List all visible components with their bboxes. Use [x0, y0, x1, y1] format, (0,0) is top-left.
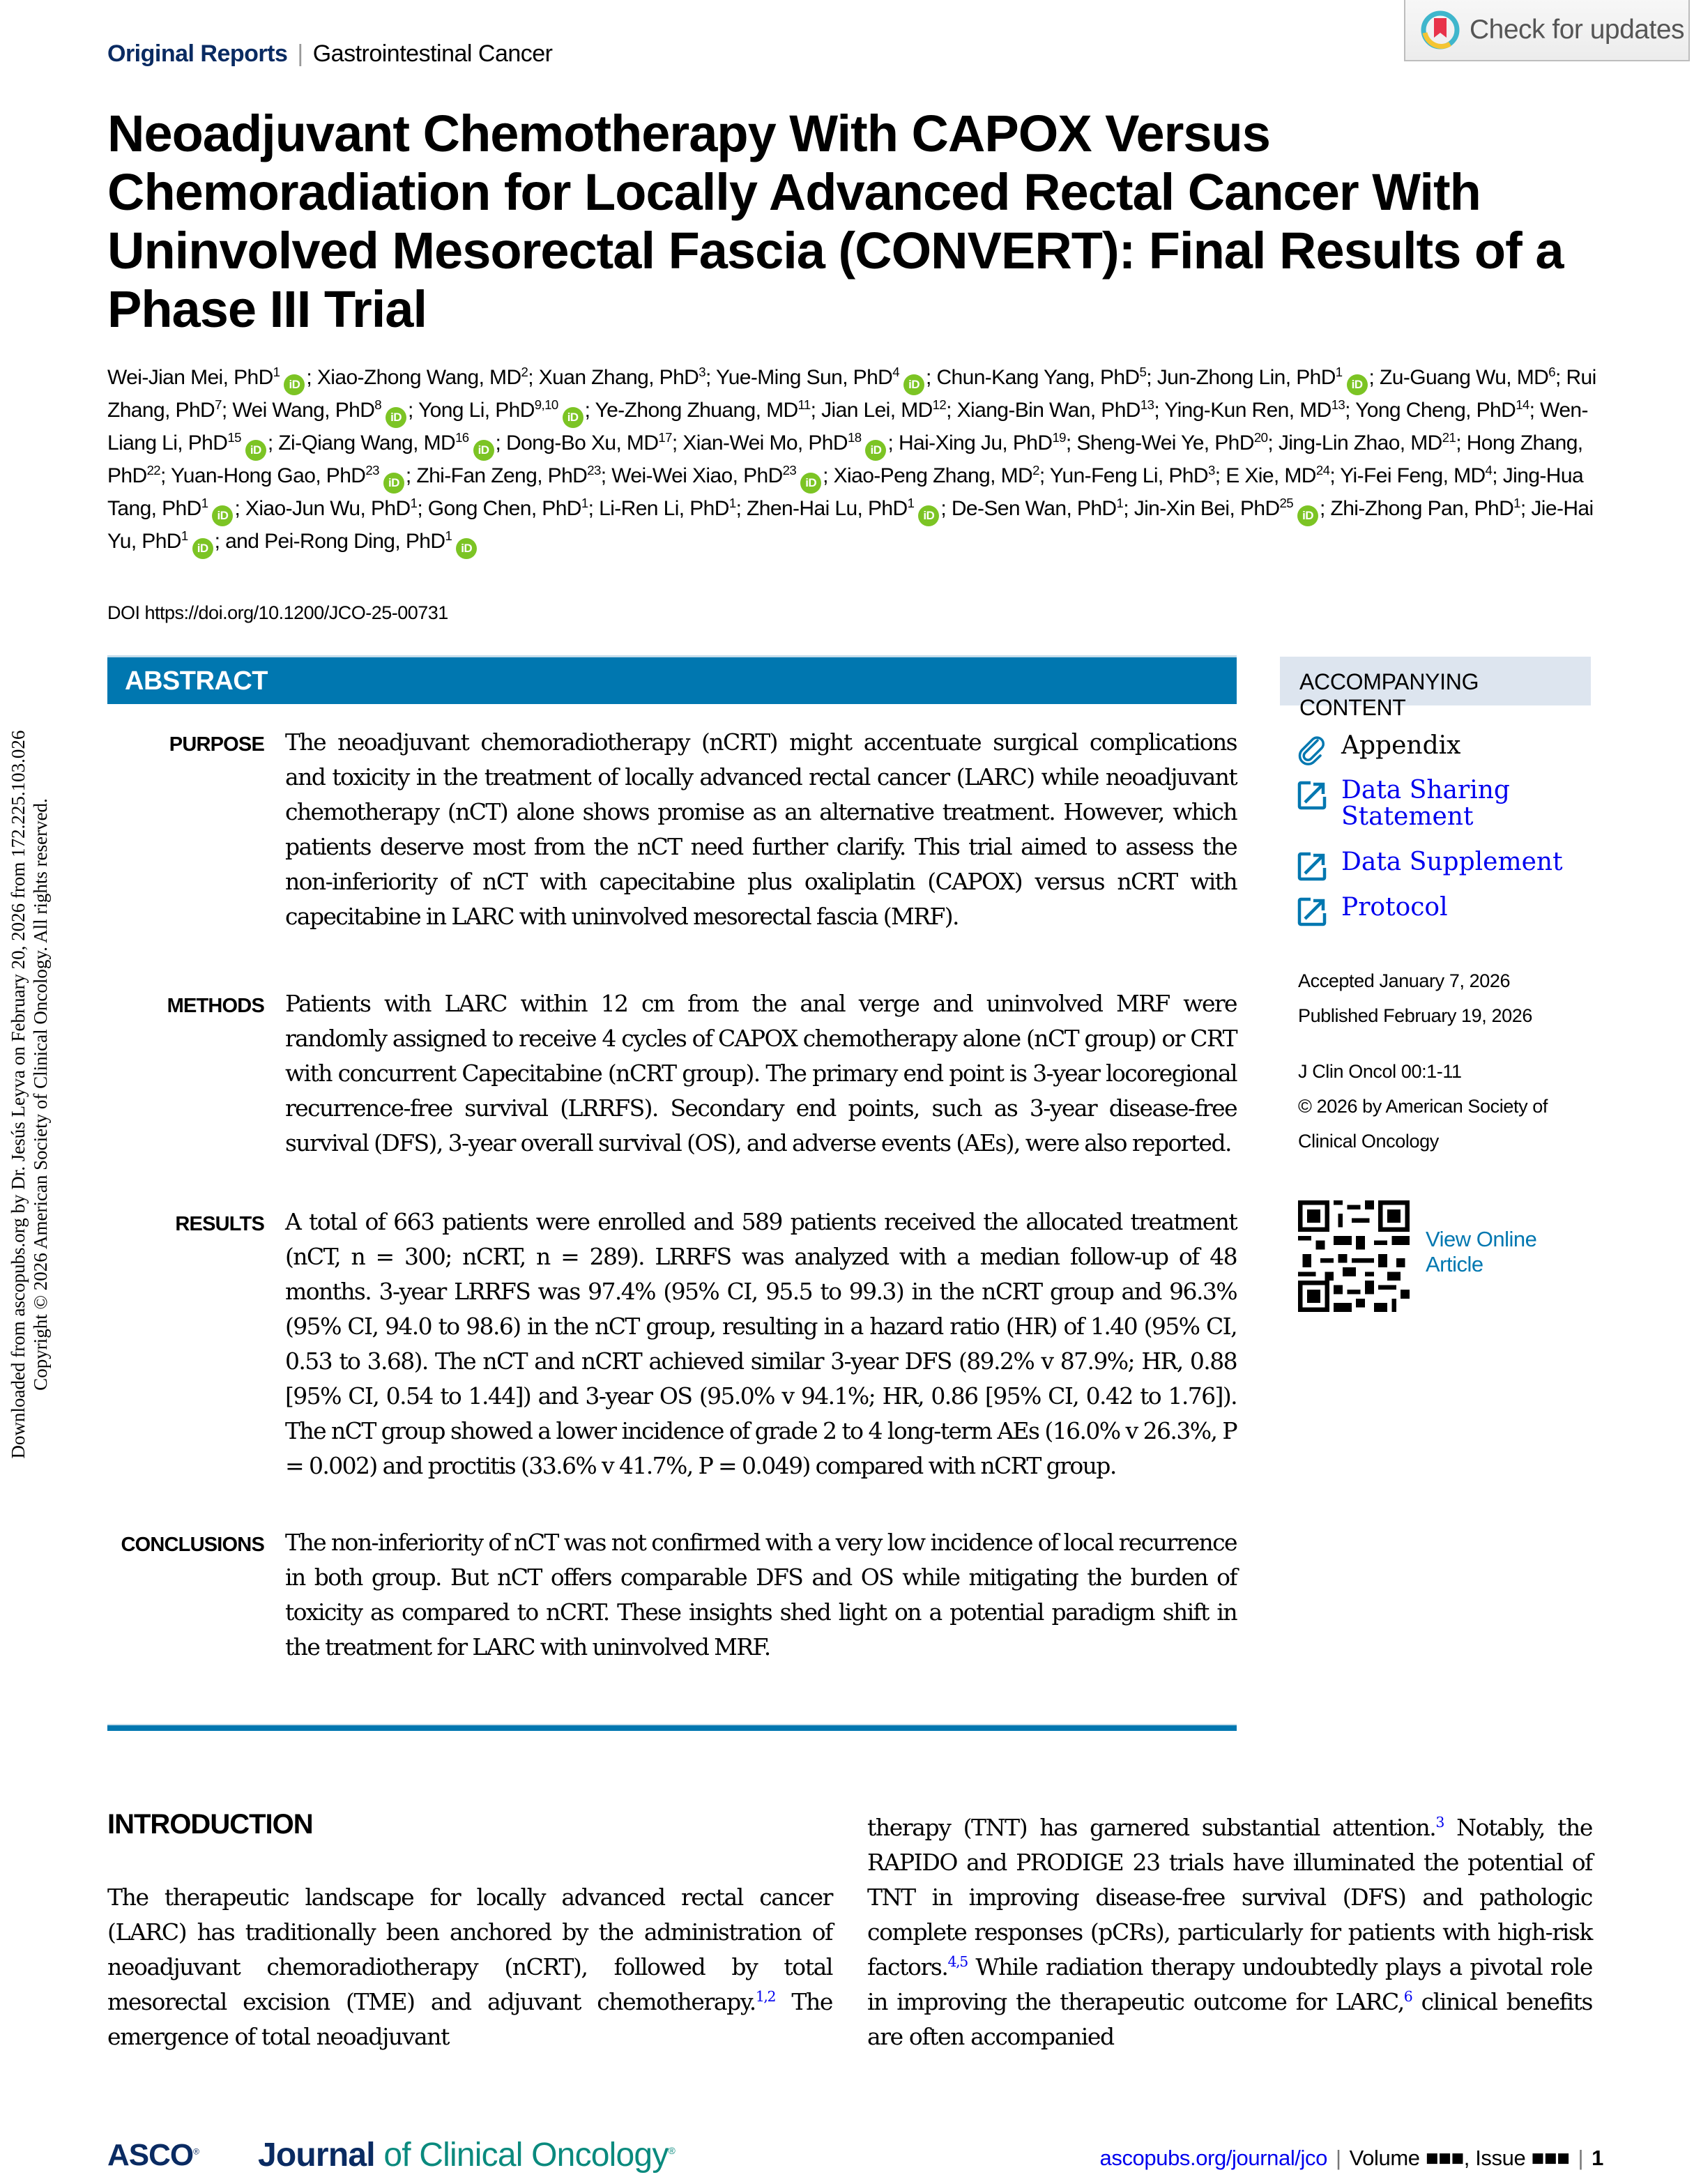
- affiliation-number: 18: [847, 430, 862, 445]
- affiliation-number: 13: [1331, 397, 1345, 412]
- citation-link[interactable]: 3: [1435, 1814, 1444, 1831]
- affiliation-number: 22: [146, 463, 161, 478]
- author-name: Xiao-Peng Zhang, MD: [833, 464, 1033, 487]
- author-name: Xian-Wei Mo, PhD: [682, 432, 848, 455]
- author-name: Wei-Jian Mei, PhD: [107, 366, 273, 389]
- paperclip-icon: [1297, 735, 1327, 765]
- author-name: Yun-Feng Li, PhD: [1049, 464, 1208, 487]
- author-name: Xiao-Zhong Wang, MD: [316, 366, 521, 389]
- abstract-label: CONCLUSIONS: [121, 1534, 264, 1556]
- author-name: Zhi-Zhong Pan, PhD: [1330, 497, 1514, 520]
- orcid-icon[interactable]: iD: [212, 505, 233, 526]
- author-name: E Xie, MD: [1226, 464, 1316, 487]
- affiliation-number: 19: [1052, 430, 1066, 445]
- check-for-updates-button[interactable]: [1404, 0, 1690, 61]
- footer-info: ascopubs.org/journal/jco | Volume ■■■, Issue ■■■ | 1: [1099, 2146, 1603, 2170]
- body-text: While radiation therapy undoubtedly plays a pivotal role in improving the therapeutic outcome for LARC,: [867, 1953, 1592, 2015]
- journal-url-link[interactable]: ascopubs.org/journal/jco: [1099, 2146, 1327, 2170]
- orcid-icon[interactable]: iD: [473, 440, 494, 461]
- body-text: The therapeutic landscape for locally advanced rectal cancer (LARC) has traditionally been anchored by the administration of neoadjuvant chemoradiotherapy (nCRT), followed by total mesorectal excision (TME) and adjuvant chemotherapy.: [107, 1884, 832, 2015]
- affiliation-number: 1: [445, 528, 452, 543]
- accompanying-content-heading: ACCOMPANYING CONTENT: [1299, 669, 1479, 720]
- affiliation-number: 8: [374, 397, 382, 412]
- author-name: Jing-Lin Zhao, MD: [1278, 432, 1442, 455]
- abstract-label: PURPOSE: [169, 733, 264, 756]
- volume-issue: Volume ■■■, Issue ■■■: [1349, 2146, 1570, 2170]
- orcid-icon[interactable]: iD: [865, 440, 886, 461]
- body-text: clinical benefits are often accompanied: [867, 1988, 1592, 2050]
- view-online-label: View Online: [1426, 1227, 1537, 1251]
- journal-logo: Journal of Clinical Oncology®: [258, 2137, 676, 2174]
- author-name: Yong Cheng, PhD: [1355, 399, 1516, 422]
- affiliation-number: 11: [798, 397, 811, 412]
- affiliation-number: 23: [587, 463, 601, 478]
- abstract-header: [107, 655, 1237, 704]
- view-online-label: Article: [1426, 1252, 1483, 1276]
- affiliation-number: 1: [410, 496, 418, 510]
- body-text: The emergence of total neoadjuvant: [107, 1988, 833, 2050]
- orcid-icon[interactable]: iD: [800, 473, 821, 494]
- author-name: Zhi-Fan Zeng, PhD: [416, 464, 588, 487]
- watermark-line-2: Copyright © 2026 American Society of Clinical Oncology. All rights reserved.: [30, 798, 51, 1391]
- abstract-text: A total of 663 patients were enrolled and 589 patients received the allocated treatment (nCT, n = 300; nCRT, n = 289). LRRFS was analyzed with a median follow-up of 48 months. 3-year LRRFS was 97.4% (95% CI, 95.5 to 99.3) in the nCRT group and 96.3% (95% CI, 94.0 to 98.6) in the nCT group, resulting in a hazard ratio (HR) of 1.40 (95% CI, 0.53 to 3.68). The nCT and nCRT achieved similar 3-year DFS (89.2% v 87.9%; HR, 0.88 [95% CI, 0.54 to 1.44]) and 3-year OS (95.0% v 94.1%; HR, 0.86 [95% CI, 0.42 to 1.76]). The nCT group showed a lower incidence of grade 2 to 4 long-term AEs (16.0% v 26.3%, P = 0.002) and proctitis (33.6% v 41.7%, P = 0.049) compared with nCRT group.: [285, 1208, 1237, 1479]
- author-name: Rui Zhang, PhD: [107, 366, 1596, 422]
- orcid-icon[interactable]: iD: [284, 374, 305, 395]
- affiliation-number: 2: [1032, 463, 1039, 478]
- copyright-line-1: © 2026 by American Society of: [1298, 1096, 1548, 1117]
- author-name: Wei Wang, PhD: [232, 399, 375, 422]
- author-name: Yong Li, PhD: [418, 399, 535, 422]
- abstract-text: Patients with LARC within 12 cm from the anal verge and uninvolved MRF were randomly assigned to receive 4 cycles of CAPOX chemotherapy alone (nCT group) or CRT with concurrent Capecitabine (nCRT group). The primary end point is 3-year locoregional recurrence-free survival (LRRFS). Secondary end points, such as 3-year disease-free survival (DFS), 3-year overall survival (OS), and adverse events (AEs), were also reported.: [285, 990, 1237, 1156]
- author-name: Li-Ren Li, PhD: [599, 497, 729, 520]
- accepted-date: Accepted January 7, 2026: [1298, 970, 1511, 991]
- subsection-label: Gastrointestinal Cancer: [312, 40, 553, 67]
- author-name: Hong Zhang, PhD: [107, 432, 1583, 487]
- doi-link[interactable]: DOI https://doi.org/10.1200/JCO-25-00731: [107, 602, 448, 623]
- abstract-heading: ABSTRACT: [125, 666, 268, 696]
- author-name: Sheng-Wei Ye, PhD: [1076, 432, 1254, 455]
- copyright-line-2: Clinical Oncology: [1298, 1131, 1439, 1152]
- affiliation-number: 2: [521, 365, 528, 379]
- orcid-icon[interactable]: iD: [192, 538, 213, 559]
- affiliation-number: 14: [1516, 397, 1529, 412]
- watermark-line-1: Downloaded from ascopubs.org by Dr. Jesús Leyva on February 20, 2026 from 172.225.103.026: [8, 730, 29, 1459]
- affiliation-number: 12: [932, 397, 947, 412]
- author-name: Xuan Zhang, PhD: [538, 366, 699, 389]
- orcid-icon[interactable]: iD: [456, 538, 477, 559]
- author-name: Zu-Guang Wu, MD: [1380, 366, 1549, 389]
- affiliation-number: 23: [365, 463, 379, 478]
- orcid-icon[interactable]: iD: [1347, 374, 1368, 395]
- external-link-icon: [1297, 851, 1327, 882]
- affiliation-number: 20: [1253, 430, 1268, 445]
- affiliation-number: 3: [1207, 463, 1215, 478]
- abstract-label: METHODS: [167, 995, 264, 1017]
- author-name: Dong-Bo Xu, MD: [506, 432, 659, 455]
- orcid-icon[interactable]: iD: [563, 407, 583, 428]
- article-title: Neoadjuvant Chemotherapy With CAPOX Versus Chemoradiation for Locally Advanced Rectal Cancer With Uninvolved Mesorectal Fascia (CONVERT): Final Results of a Phase III Trial: [107, 105, 1564, 338]
- section-breadcrumb: [107, 40, 553, 68]
- affiliation-number: 1: [581, 496, 588, 510]
- author-name: Jie-Hai Yu, PhD: [107, 497, 1594, 553]
- affiliation-number: 23: [782, 463, 797, 478]
- affiliation-number: 16: [455, 430, 469, 445]
- author-name: Hai-Xing Ju, PhD: [898, 432, 1053, 455]
- crossmark-icon: [1419, 9, 1461, 51]
- author-name: Zhen-Hai Lu, PhD: [747, 497, 908, 520]
- orcid-icon[interactable]: iD: [383, 473, 404, 494]
- affiliation-number: 1: [1513, 496, 1520, 510]
- accompanying-content-header: [1280, 657, 1591, 720]
- external-link-icon: [1297, 896, 1327, 927]
- affiliation-number: 17: [658, 430, 672, 445]
- citation-link[interactable]: 4,5: [947, 1953, 968, 1970]
- author-name: Yuan-Hong Gao, PhD: [170, 464, 366, 487]
- page-number: 1: [1592, 2146, 1603, 2170]
- body-text: therapy (TNT) has garnered substantial attention.: [867, 1814, 1436, 1841]
- author-name: Pei-Rong Ding, PhD: [264, 530, 445, 553]
- affiliation-number: 6: [1548, 365, 1555, 379]
- introduction-column-1: [107, 1880, 832, 2054]
- author-name: Xiang-Bin Wan, PhD: [956, 399, 1140, 422]
- affiliation-number: 25: [1279, 496, 1294, 510]
- author-name: Yue-Ming Sun, PhD: [715, 366, 893, 389]
- sidebar-item-label: Data Supplement: [1341, 848, 1563, 876]
- breadcrumb-separator: |: [297, 40, 303, 67]
- qr-code[interactable]: [1298, 1200, 1410, 1312]
- body-text: Notably, the RAPIDO and PRODIGE 23 trials have illuminated the potential of TNT in improving disease-free survival (DFS) and pathologic complete responses (pCRs), particularly for patients with high-risk factors.: [867, 1814, 1592, 1980]
- orcid-icon[interactable]: iD: [245, 440, 266, 461]
- author-name: De-Sen Wan, PhD: [951, 497, 1117, 520]
- abstract-text: The non-inferiority of nCT was not confirmed with a very low incidence of local recurrence in both group. But nCT offers comparable DFS and OS while mitigating the burden of toxicity as compared to nCRT. These insights shed light on a potential paradigm shift in the treatment for LARC with uninvolved MRF.: [285, 1529, 1237, 1660]
- download-watermark: [7, 641, 52, 1548]
- introduction-column-2: [867, 1810, 1592, 2054]
- affiliation-number: 1: [273, 365, 280, 379]
- author-name: Jin-Xin Bei, PhD: [1134, 497, 1280, 520]
- sidebar-item-label: Appendix: [1341, 731, 1461, 760]
- external-link-icon: [1297, 780, 1327, 811]
- abstract-label: RESULTS: [175, 1213, 264, 1235]
- author-name: Jing-Hua Tang, PhD: [107, 464, 1584, 520]
- author-name: Ying-Kun Ren, MD: [1164, 399, 1331, 422]
- author-name: Wen-Liang Li, PhD: [107, 399, 1588, 455]
- affiliation-number: 7: [215, 397, 222, 412]
- sidebar-item-label: Protocol: [1341, 893, 1448, 922]
- affiliation-number: 9,10: [534, 397, 558, 412]
- orcid-icon[interactable]: iD: [386, 407, 406, 428]
- affiliation-number: 24: [1315, 463, 1330, 478]
- affiliation-number: 1: [181, 528, 188, 543]
- author-name: Jun-Zhong Lin, PhD: [1157, 366, 1336, 389]
- affiliation-number: 4: [1485, 463, 1493, 478]
- affiliation-number: 15: [227, 430, 241, 445]
- author-name: Xiao-Jun Wu, PhD: [245, 497, 411, 520]
- affiliation-number: 5: [1139, 365, 1147, 379]
- author-name: Yi-Fei Feng, MD: [1340, 464, 1486, 487]
- check-updates-label: Check for updates: [1470, 15, 1685, 45]
- section-label: Original Reports: [107, 40, 288, 67]
- author-list: Wei-Jian Mei, PhD$^1$iD ; Xiao-Zhong Wang, $MD^2$; Xuan Zhang, PhD$^3$; Yue-Ming Sun, PhD$^4$iD ; Chun-Kang Yang, PhD$^5$; Jun-Zhong Lin, PhD$^1$iD ; Zu-Guang Wu, $MD^6$; Rui Zhang, PhD$^7$; Wei Wang, PhD$^8$iD ; Yong Li, PhD$^{9,10}$iD ; Ye-Zhong Zhuang, MD$^{11}$; Jian Lei, MD$^{12}$; Xiang-Bin Wan, PhD$^{13}$; Ying-Kun Ren, MD$^{13}$; Yong Cheng, PhD$^{14}$; Wen-Liang Li, PhD$^{15}$iD ; Zi-Qiang Wang, MD$^{16}$iD ; Dong-Bo Xu, MD$^{17}$; Xian-Wei Mo, PhD$^{18}$iD ; Hai-Xing Ju, PhD$^{19}$; Sheng-Wei Ye, PhD$^{20}$; Jing-Lin Zhao, MD$^{21}$; Hong Zhang, PhD$^{22}$; Yuan-Hong Gao, PhD$^{23}$iD ; Zhi-Fan Zeng, PhD$^{23}$; Wei-Wei Xiao, PhD$^{23}$iD ; Xiao-Peng Zhang, $MD^2$; Yun-Feng Li, PhD$^3$; E Xie, MD$^{24}$; Yi-Fei Feng, $MD^4$; Jing-Hua Tang, PhD$^1$iD ; Xiao-Jun Wu, PhD$^1$; Gong Chen, PhD$^1$; Li-Ren Li, PhD$^1$; Zhen-Hai Lu, PhD$^1$iD ; De-Sen Wan, PhD$^1$; Jin-Xin Bei, PhD$^{25}$iD ; Zhi-Zhong Pan, PhD$^1$; Jie-Hai Yu, PhD$^1$iD ; and Pei-Rong Ding, PhD$^1$iD: [107, 362, 1606, 559]
- affiliation-number: 1: [1335, 365, 1343, 379]
- journal-citation: J Clin Oncol 00:1-11: [1298, 1061, 1462, 1082]
- asco-logo: ASCO®: [107, 2138, 199, 2172]
- orcid-icon[interactable]: iD: [903, 374, 924, 395]
- author-name: Zi-Qiang Wang, MD: [278, 432, 456, 455]
- author-name: Gong Chen, PhD: [427, 497, 581, 520]
- affiliation-number: 1: [728, 496, 736, 510]
- affiliation-number: 1: [1116, 496, 1124, 510]
- author-name: Chun-Kang Yang, PhD: [936, 366, 1140, 389]
- orcid-icon[interactable]: iD: [918, 505, 939, 526]
- affiliation-number: 3: [699, 365, 705, 379]
- author-name: Ye-Zhong Zhuang, MD: [595, 399, 798, 422]
- citation-link[interactable]: 1,2: [755, 1988, 776, 2005]
- affiliation-number: 4: [892, 365, 899, 379]
- sidebar-item-label: Data Sharing Statement: [1341, 776, 1510, 831]
- affiliation-number: 1: [201, 496, 208, 510]
- author-name: Jian Lei, MD: [821, 399, 933, 422]
- citation-link[interactable]: 6: [1403, 1988, 1412, 2005]
- abstract-text: The neoadjuvant chemoradiotherapy (nCRT) might accentuate surgical complications and toxicity in the treatment of locally advanced rectal cancer (LARC) while neoadjuvant chemotherapy (nCT) alone shows promise as an alternative treatment. However, which patients deserve most from the nCT need further clarify. This trial aimed to assess the non-inferiority of nCT with capecitabine plus oxaliplatin (CAPOX) versus nCRT with capecitabine in LARC with uninvolved mesorectal fascia (MRF).: [285, 728, 1237, 930]
- published-date: Published February 19, 2026: [1298, 1005, 1532, 1026]
- affiliation-number: 1: [907, 496, 915, 510]
- abstract-bottom-rule: [107, 1724, 1237, 1731]
- affiliation-number: 21: [1442, 430, 1456, 445]
- orcid-icon[interactable]: iD: [1297, 505, 1318, 526]
- affiliation-number: 13: [1140, 397, 1154, 412]
- author-name: Wei-Wei Xiao, PhD: [611, 464, 783, 487]
- introduction-heading: INTRODUCTION: [107, 1809, 313, 1840]
- view-online-article-link[interactable]: [1426, 1227, 1536, 1277]
